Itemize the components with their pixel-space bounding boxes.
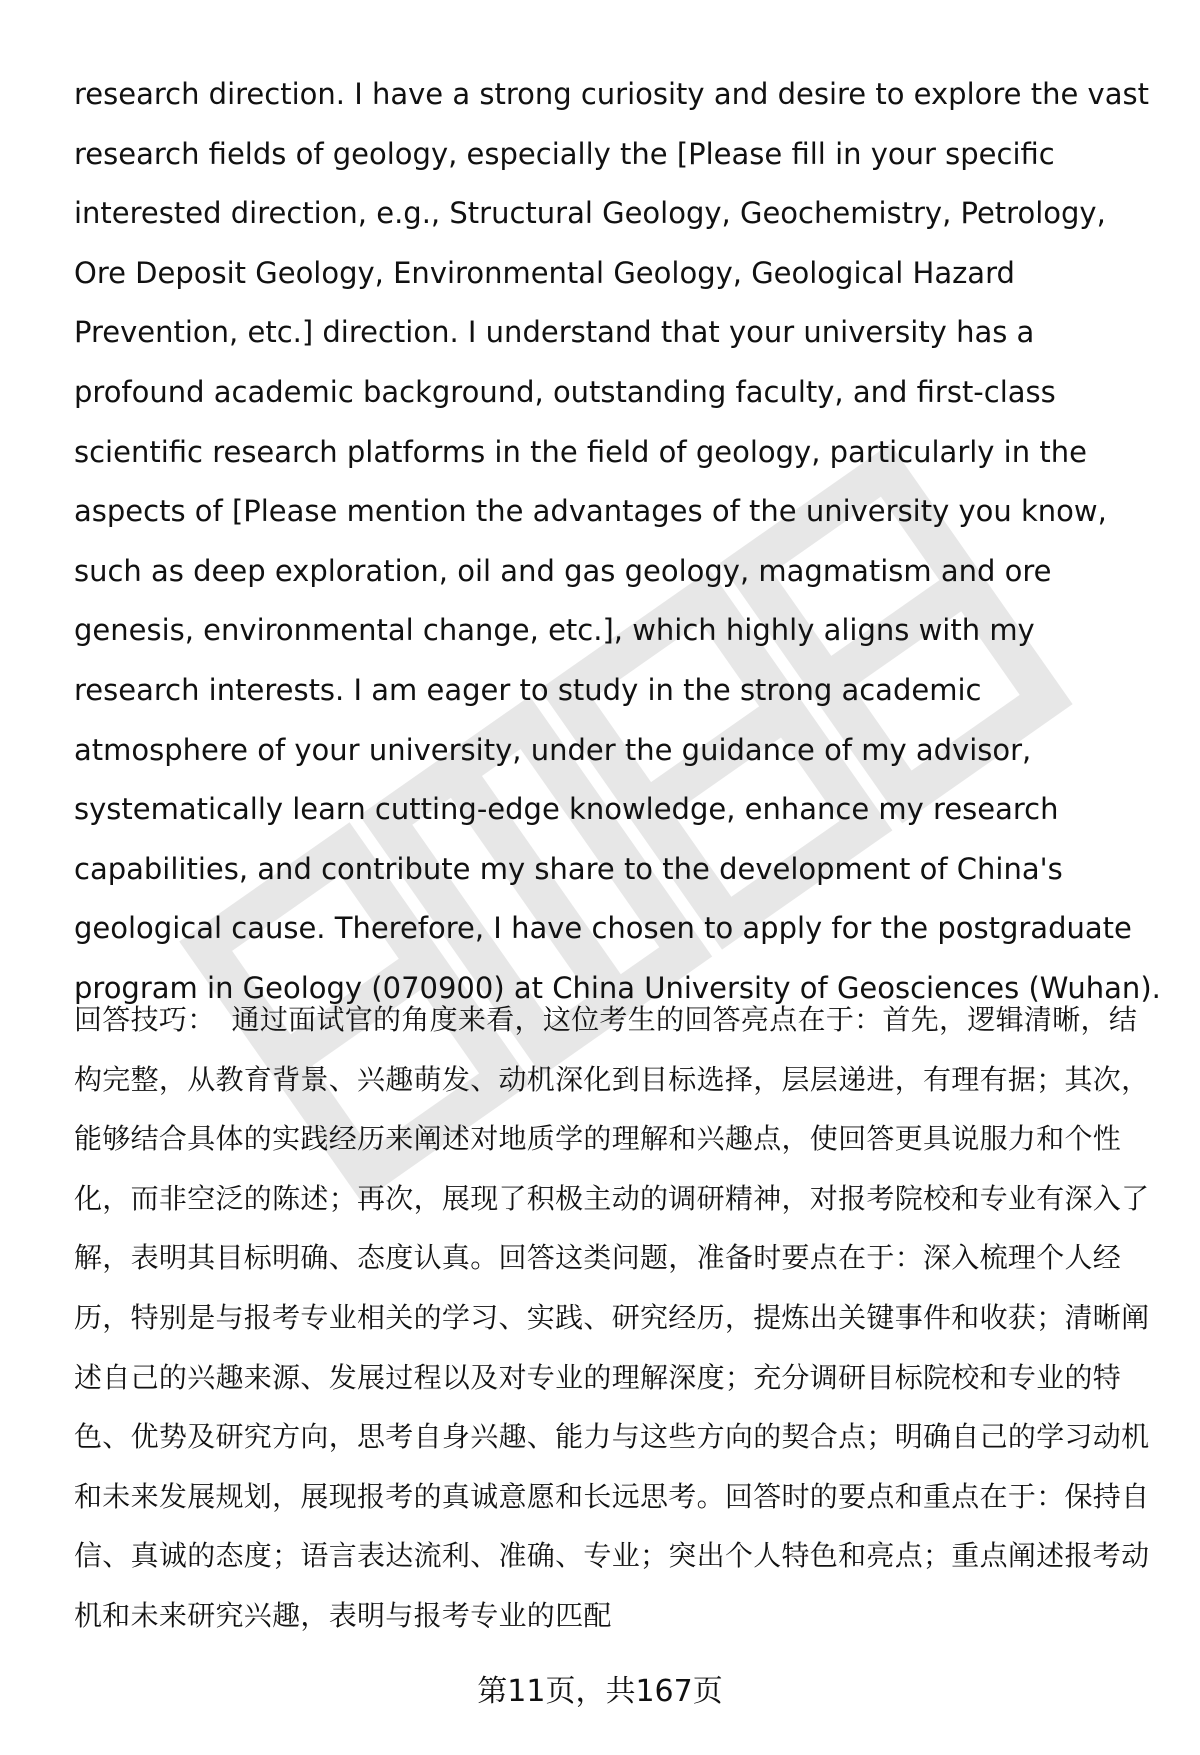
page-number-footer: 第11页，共167页 xyxy=(477,1674,723,1709)
answer-tips-text: 通过面试官的角度来看，这位考生的回答亮点在于：首先，逻辑清晰，结构完整，从教育背景、兴趣萌发、动机深化到目标选择，层层递进，有理有据；其次，能够结合具体的实践经历来阐述对地质学的理解和兴趣点，使回答更具说服力和个性化，而非空泛的陈述；再次，展现了积极主动的调研精神，对报考院校和专业有深入了解，表明其目标明确、态度认真。回答这类问题，准备时要点在于：深入梳理个人经历，特别是与报考专业相关的学习、实践、研究经历，提炼出关键事件和收获；清晰阐述自己的兴趣来源、发展过程以及对专业的理解深度；充分调研目标院校和专业的特色、优势及研究方向，思考自身兴趣、能力与这些方向的契合点；明确自己的学习动机和未来发展规划，展现报考的真诚意愿和长远思考。回答时的要点和重点在于：保持自信、真诚的态度；语言表达流利、准确、专业；突出个人特色和亮点；重点阐述报考动机和未来研究兴趣，表明与报考专业的匹配 xyxy=(74,1003,1150,1632)
answer-tips-paragraph xyxy=(74,990,1164,1646)
body-paragraph-english: research direction. I have a strong curiosity and desire to explore the vast research fields of geology, especially the [Please fill in your specific interested direction, e.g., Structural Geology, Geochemistry, Petrology, Ore Deposit Geology, Environmental Geology, Geological Hazard Prevention, etc.] direction. I understand that your university has a profound academic background, outstanding faculty, and first-class scientific research platforms in the field of geology, particularly in the aspects of [Please mention the advantages of the university you know, such as deep exploration, oil and gas geology, magmatism and ore genesis, environmental change, etc.], which highly aligns with my research interests. I am eager to study in the strong academic atmosphere of your university, under the guidance of my advisor, systematically learn cutting-edge knowledge, enhance my research capabilities, and contribute my share to the development of China's geological cause. Therefore, I have chosen to apply for the postgraduate program in Geology (070900) at China University of Geosciences (Wuhan). xyxy=(74,77,1161,1005)
answer-tips-label: 回答技巧： xyxy=(74,1003,216,1036)
